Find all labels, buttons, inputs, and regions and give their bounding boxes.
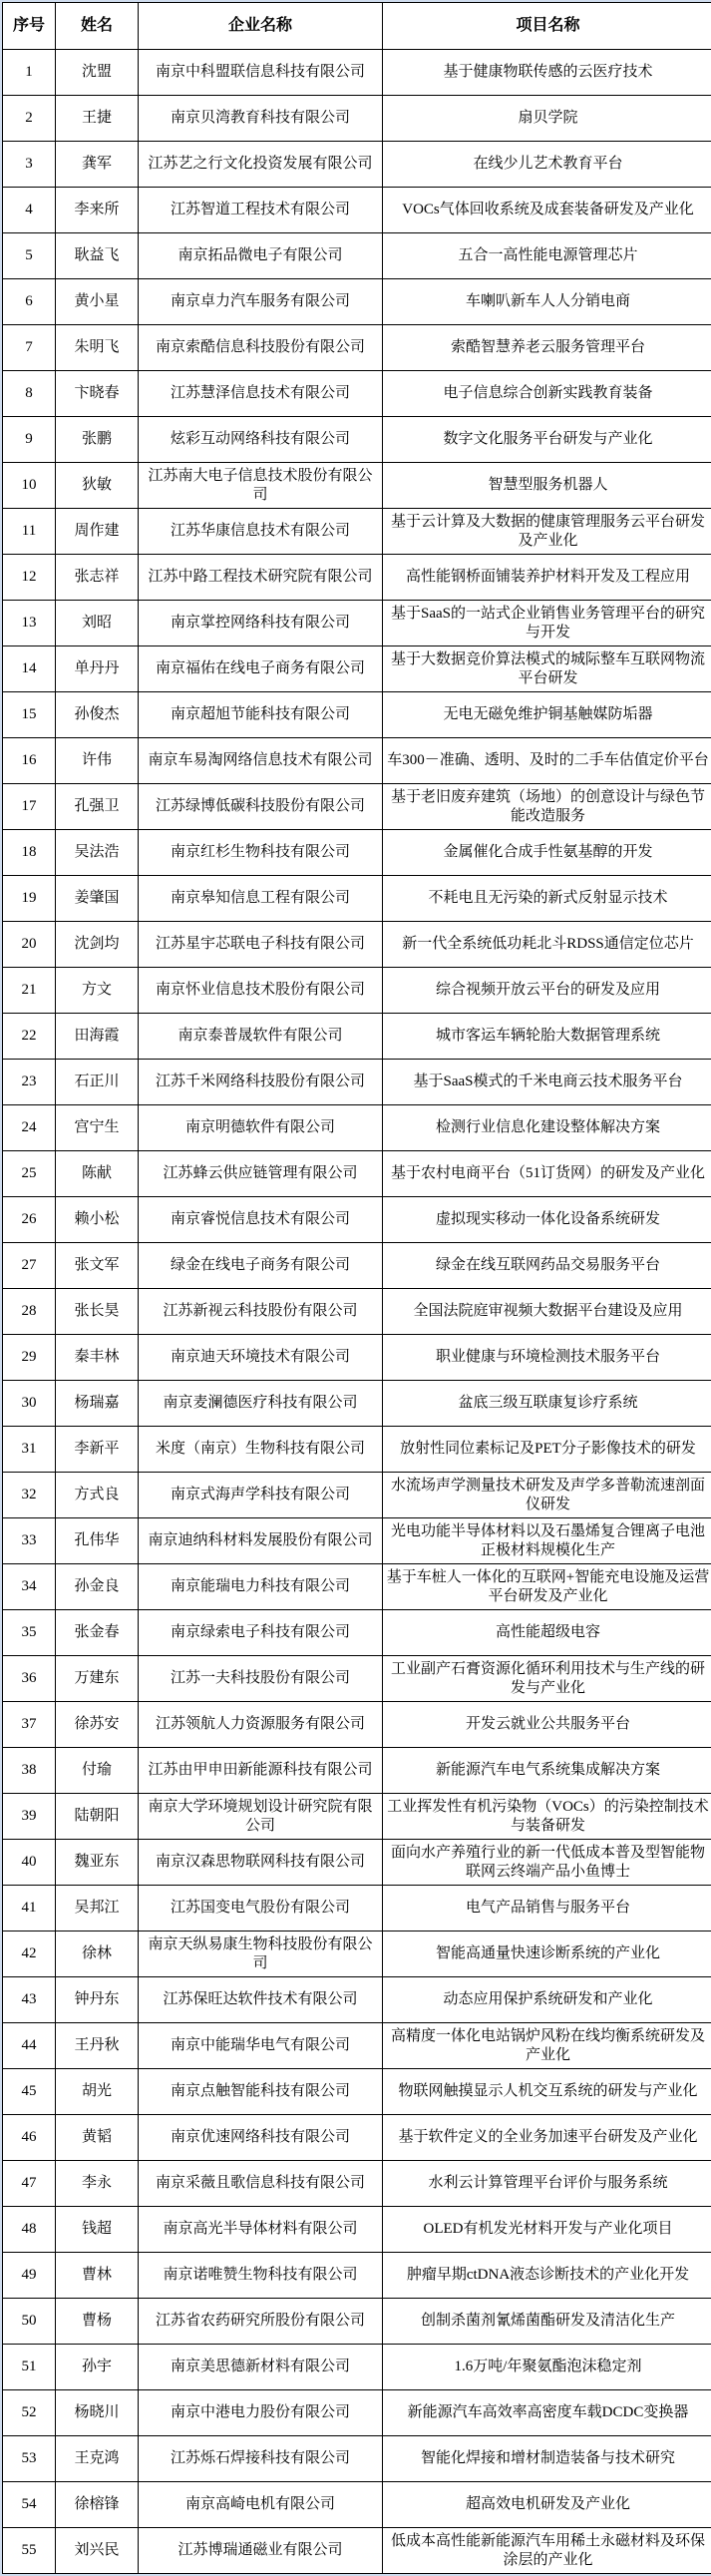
cell-name: 张鹏	[56, 417, 139, 463]
cell-name: 沈盟	[56, 50, 139, 96]
table-row	[3, 1977, 711, 2023]
cell-project: 高性能超级电容	[383, 1610, 711, 1656]
cell-company: 江苏艺之行文化投资发展有限公司	[139, 142, 383, 188]
cell-name: 杨瑞嘉	[56, 1381, 139, 1427]
cell-project: 放射性同位素标记及PET分子影像技术的研发	[383, 1427, 711, 1473]
cell-index: 10	[3, 463, 56, 509]
cell-company: 绿金在线电子商务有限公司	[139, 1243, 383, 1289]
cell-company: 南京贝湾教育科技有限公司	[139, 96, 383, 142]
cell-index: 52	[3, 2390, 56, 2436]
cell-index: 43	[3, 1977, 56, 2023]
table-row	[3, 1335, 711, 1381]
cell-index: 29	[3, 1335, 56, 1381]
table-row	[3, 2207, 711, 2253]
table-row	[3, 876, 711, 922]
cell-company: 南京拓品微电子有限公司	[139, 233, 383, 279]
table-row	[3, 830, 711, 876]
cell-index: 20	[3, 922, 56, 968]
cell-index: 26	[3, 1197, 56, 1243]
table-row	[3, 2436, 711, 2482]
cell-project: 光电功能半导体材料以及石墨烯复合锂离子电池正极材料规模化生产	[383, 1518, 711, 1564]
cell-project: 车300－准确、透明、及时的二手车估值定价平台	[383, 738, 711, 784]
table-row	[3, 2253, 711, 2299]
cell-project: OLED有机发光材料开发与产业化项目	[383, 2207, 711, 2253]
cell-name: 狄敏	[56, 463, 139, 509]
cell-name: 孙金良	[56, 1564, 139, 1610]
cell-name: 胡光	[56, 2069, 139, 2115]
table-row	[3, 2345, 711, 2390]
cell-index: 54	[3, 2482, 56, 2528]
cell-company: 南京能瑞电力科技有限公司	[139, 1564, 383, 1610]
cell-index: 34	[3, 1564, 56, 1610]
cell-name: 方式良	[56, 1473, 139, 1518]
cell-name: 李新平	[56, 1427, 139, 1473]
cell-index: 9	[3, 417, 56, 463]
table-row	[3, 1473, 711, 1518]
cell-company: 南京泰普晟软件有限公司	[139, 1014, 383, 1060]
cell-company: 江苏烁石焊接科技有限公司	[139, 2436, 383, 2482]
cell-name: 黄小星	[56, 279, 139, 325]
cell-index: 32	[3, 1473, 56, 1518]
cell-project: 全国法院庭审视频大数据平台建设及应用	[383, 1289, 711, 1335]
cell-name: 沈剑均	[56, 922, 139, 968]
cell-name: 李永	[56, 2161, 139, 2207]
cell-company: 江苏绿博低碳科技股份有限公司	[139, 784, 383, 830]
cell-index: 5	[3, 233, 56, 279]
cell-project: 基于SaaS模式的千米电商云技术服务平台	[383, 1060, 711, 1105]
cell-index: 12	[3, 555, 56, 601]
table-row	[3, 1243, 711, 1289]
cell-project: 肿瘤早期ctDNA液态诊断技术的产业化开发	[383, 2253, 711, 2299]
table-row	[3, 1197, 711, 1243]
cell-index: 33	[3, 1518, 56, 1564]
table-row	[3, 1289, 711, 1335]
cell-project: VOCs气体回收系统及成套装备研发及产业化	[383, 188, 711, 233]
cell-project: 盆底三级互联康复诊疗系统	[383, 1381, 711, 1427]
cell-project: 基于软件定义的全业务加速平台研发及产业化	[383, 2115, 711, 2161]
table-row	[3, 1748, 711, 1794]
cell-name: 石正川	[56, 1060, 139, 1105]
cell-company: 江苏国变电气股份有限公司	[139, 1886, 383, 1932]
cell-index: 24	[3, 1105, 56, 1151]
table-row	[3, 1840, 711, 1886]
table-row	[3, 1702, 711, 1748]
table-body	[3, 50, 711, 2574]
cell-company: 南京车易淘网络信息技术有限公司	[139, 738, 383, 784]
cell-company: 南京明德软件有限公司	[139, 1105, 383, 1151]
cell-index: 48	[3, 2207, 56, 2253]
cell-project: 基于健康物联传感的云医疗技术	[383, 50, 711, 96]
cell-company: 南京麦澜德医疗科技有限公司	[139, 1381, 383, 1427]
cell-company: 南京采薇且歌信息科技有限公司	[139, 2161, 383, 2207]
cell-company: 炫彩互动网络科技有限公司	[139, 417, 383, 463]
cell-index: 14	[3, 646, 56, 692]
cell-name: 张金春	[56, 1610, 139, 1656]
cell-company: 南京怀业信息技术股份有限公司	[139, 968, 383, 1014]
cell-project: 绿金在线互联网药品交易服务平台	[383, 1243, 711, 1289]
cell-project: 创制杀菌剂氰烯菌酯研发及清洁化生产	[383, 2299, 711, 2345]
table-row	[3, 1105, 711, 1151]
cell-project: 综合视频开放云平台的研发及应用	[383, 968, 711, 1014]
table-row	[3, 233, 711, 279]
cell-project: 高精度一体化电站锅炉风粉在线均衡系统研发及产业化	[383, 2023, 711, 2069]
cell-index: 6	[3, 279, 56, 325]
cell-project: 基于云计算及大数据的健康管理服务云平台研发及产业化	[383, 509, 711, 555]
cell-project: 基于农村电商平台（51订货网）的研发及产业化	[383, 1151, 711, 1197]
cell-index: 21	[3, 968, 56, 1014]
cell-company: 江苏千米网络科技股份有限公司	[139, 1060, 383, 1105]
cell-index: 55	[3, 2528, 56, 2574]
cell-name: 孙俊杰	[56, 692, 139, 738]
table-row	[3, 2023, 711, 2069]
cell-index: 4	[3, 188, 56, 233]
table-header	[3, 3, 711, 50]
cell-index: 2	[3, 96, 56, 142]
table-row	[3, 922, 711, 968]
cell-company: 南京汉森思物联网科技有限公司	[139, 1840, 383, 1886]
table-row	[3, 601, 711, 646]
cell-index: 46	[3, 2115, 56, 2161]
table-row	[3, 279, 711, 325]
table-row	[3, 1656, 711, 1702]
cell-project: 职业健康与环境检测技术服务平台	[383, 1335, 711, 1381]
cell-project: 基于SaaS的一站式企业销售业务管理平台的研究与开发	[383, 601, 711, 646]
cell-project: 城市客运车辆轮胎大数据管理系统	[383, 1014, 711, 1060]
cell-company: 南京福佑在线电子商务有限公司	[139, 646, 383, 692]
cell-project: 基于车桩人一体化的互联网+智能充电设施及运营平台研发及产业化	[383, 1564, 711, 1610]
column-header-project: 项目名称	[383, 3, 711, 50]
cell-company: 南京美思德新材料有限公司	[139, 2345, 383, 2390]
cell-project: 数字文化服务平台研发与产业化	[383, 417, 711, 463]
cell-project: 金属催化合成手性氨基醇的开发	[383, 830, 711, 876]
cell-name: 张长昊	[56, 1289, 139, 1335]
cell-project: 水利云计算管理平台评价与服务系统	[383, 2161, 711, 2207]
header-row	[3, 3, 711, 50]
cell-index: 45	[3, 2069, 56, 2115]
cell-name: 曹杨	[56, 2299, 139, 2345]
cell-name: 钟丹东	[56, 1977, 139, 2023]
cell-name: 徐榕锋	[56, 2482, 139, 2528]
table-row	[3, 50, 711, 96]
cell-project: 扇贝学院	[383, 96, 711, 142]
table-row	[3, 646, 711, 692]
cell-index: 22	[3, 1014, 56, 1060]
table-row	[3, 142, 711, 188]
table-row	[3, 738, 711, 784]
table-row	[3, 1564, 711, 1610]
cell-company: 南京超旭节能科技有限公司	[139, 692, 383, 738]
cell-index: 16	[3, 738, 56, 784]
cell-project: 开发云就业公共服务平台	[383, 1702, 711, 1748]
cell-index: 28	[3, 1289, 56, 1335]
cell-company: 江苏星宇芯联电子科技有限公司	[139, 922, 383, 968]
table-row	[3, 1518, 711, 1564]
cell-company: 南京卓力汽车服务有限公司	[139, 279, 383, 325]
cell-project: 在线少儿艺术教育平台	[383, 142, 711, 188]
cell-index: 13	[3, 601, 56, 646]
table-row	[3, 1886, 711, 1932]
cell-project: 五合一高性能电源管理芯片	[383, 233, 711, 279]
cell-index: 1	[3, 50, 56, 96]
cell-company: 江苏慧泽信息技术有限公司	[139, 371, 383, 417]
cell-index: 8	[3, 371, 56, 417]
cell-project: 基于老旧废弃建筑（场地）的创意设计与绿色节能改造服务	[383, 784, 711, 830]
cell-index: 36	[3, 1656, 56, 1702]
cell-project: 面向水产养殖行业的新一代低成本普及型智能物联网云终端产品小鱼博士	[383, 1840, 711, 1886]
cell-index: 37	[3, 1702, 56, 1748]
cell-company: 南京红杉生物科技有限公司	[139, 830, 383, 876]
cell-company: 江苏智道工程技术有限公司	[139, 188, 383, 233]
cell-company: 南京中港电力股份有限公司	[139, 2390, 383, 2436]
cell-project: 虚拟现实移动一体化设备系统研发	[383, 1197, 711, 1243]
cell-index: 30	[3, 1381, 56, 1427]
cell-index: 19	[3, 876, 56, 922]
table-row	[3, 1381, 711, 1427]
cell-index: 31	[3, 1427, 56, 1473]
cell-company: 江苏保旺达软件技术有限公司	[139, 1977, 383, 2023]
cell-project: 工业副产石膏资源化循环利用技术与生产线的研发与产业化	[383, 1656, 711, 1702]
cell-name: 张文军	[56, 1243, 139, 1289]
cell-name: 朱明飞	[56, 325, 139, 371]
table-row	[3, 1151, 711, 1197]
cell-index: 50	[3, 2299, 56, 2345]
applicants-table	[2, 2, 711, 2574]
cell-name: 张志祥	[56, 555, 139, 601]
cell-company: 南京迪纳科材料发展股份有限公司	[139, 1518, 383, 1564]
cell-name: 吴法浩	[56, 830, 139, 876]
cell-name: 许伟	[56, 738, 139, 784]
cell-company: 南京优速网络科技有限公司	[139, 2115, 383, 2161]
cell-index: 3	[3, 142, 56, 188]
table-row	[3, 2299, 711, 2345]
cell-name: 杨晓川	[56, 2390, 139, 2436]
cell-company: 江苏南大电子信息技术股份有限公司	[139, 463, 383, 509]
cell-name: 赖小松	[56, 1197, 139, 1243]
cell-index: 18	[3, 830, 56, 876]
cell-company: 南京大学环境规划设计研究院有限公司	[139, 1794, 383, 1840]
table-row	[3, 2161, 711, 2207]
cell-name: 单丹丹	[56, 646, 139, 692]
cell-project: 超高效电机研发及产业化	[383, 2482, 711, 2528]
cell-name: 李来所	[56, 188, 139, 233]
cell-name: 徐林	[56, 1932, 139, 1977]
cell-index: 11	[3, 509, 56, 555]
cell-name: 刘昭	[56, 601, 139, 646]
cell-name: 田海霞	[56, 1014, 139, 1060]
cell-project: 高性能钢桥面铺装养护材料开发及工程应用	[383, 555, 711, 601]
table-row	[3, 968, 711, 1014]
cell-name: 王捷	[56, 96, 139, 142]
cell-name: 刘兴民	[56, 2528, 139, 2574]
cell-name: 王克鸿	[56, 2436, 139, 2482]
table-row	[3, 1932, 711, 1977]
cell-company: 南京绿索电子科技有限公司	[139, 1610, 383, 1656]
cell-name: 黄韬	[56, 2115, 139, 2161]
cell-company: 南京高崎电机有限公司	[139, 2482, 383, 2528]
cell-index: 51	[3, 2345, 56, 2390]
column-header-name: 姓名	[56, 3, 139, 50]
cell-company: 南京掌控网络科技有限公司	[139, 601, 383, 646]
cell-project: 检测行业信息化建设整体解决方案	[383, 1105, 711, 1151]
cell-company: 江苏领航人力资源服务有限公司	[139, 1702, 383, 1748]
table-row	[3, 2482, 711, 2528]
table-row	[3, 2115, 711, 2161]
cell-name: 龚军	[56, 142, 139, 188]
cell-name: 付瑜	[56, 1748, 139, 1794]
cell-company: 米度（南京）生物科技有限公司	[139, 1427, 383, 1473]
cell-index: 53	[3, 2436, 56, 2482]
cell-index: 39	[3, 1794, 56, 1840]
cell-project: 索酷智慧养老云服务管理平台	[383, 325, 711, 371]
cell-index: 17	[3, 784, 56, 830]
table-row	[3, 784, 711, 830]
cell-name: 徐苏安	[56, 1702, 139, 1748]
column-header-index: 序号	[3, 3, 56, 50]
cell-company: 江苏华康信息技术有限公司	[139, 509, 383, 555]
cell-name: 姜肇国	[56, 876, 139, 922]
cell-index: 23	[3, 1060, 56, 1105]
cell-name: 钱超	[56, 2207, 139, 2253]
table-row	[3, 692, 711, 738]
cell-name: 陆朝阳	[56, 1794, 139, 1840]
cell-name: 孙宇	[56, 2345, 139, 2390]
cell-project: 水流场声学测量技术研发及声学多普勒流速剖面仪研发	[383, 1473, 711, 1518]
cell-project: 智能高通量快速诊断系统的产业化	[383, 1932, 711, 1977]
table-row	[3, 463, 711, 509]
cell-company: 南京中科盟联信息科技有限公司	[139, 50, 383, 96]
table-row	[3, 1610, 711, 1656]
cell-company: 江苏省农药研究所股份有限公司	[139, 2299, 383, 2345]
table-row	[3, 2069, 711, 2115]
table-row	[3, 2528, 711, 2574]
cell-project: 无电无磁免维护铜基触媒防垢器	[383, 692, 711, 738]
cell-company: 江苏蜂云供应链管理有限公司	[139, 1151, 383, 1197]
column-header-company: 企业名称	[139, 3, 383, 50]
table-row	[3, 325, 711, 371]
cell-project: 工业挥发性有机污染物（VOCs）的污染控制技术与装备研发	[383, 1794, 711, 1840]
cell-name: 王丹秋	[56, 2023, 139, 2069]
cell-company: 江苏博瑞通磁业有限公司	[139, 2528, 383, 2574]
table-row	[3, 188, 711, 233]
cell-project: 新能源汽车高效率高密度车载DCDC变换器	[383, 2390, 711, 2436]
cell-company: 南京式海声学科技有限公司	[139, 1473, 383, 1518]
table-row	[3, 1014, 711, 1060]
cell-index: 27	[3, 1243, 56, 1289]
table-row	[3, 1060, 711, 1105]
cell-company: 南京天纵易康生物科技股份有限公司	[139, 1932, 383, 1977]
cell-project: 智能化焊接和增材制造装备与技术研究	[383, 2436, 711, 2482]
table-row	[3, 555, 711, 601]
cell-name: 魏亚东	[56, 1840, 139, 1886]
cell-index: 47	[3, 2161, 56, 2207]
cell-company: 南京皋知信息工程有限公司	[139, 876, 383, 922]
cell-index: 49	[3, 2253, 56, 2299]
cell-project: 低成本高性能新能源汽车用稀土永磁材料及环保涂层的产业化	[383, 2528, 711, 2574]
cell-name: 吴邦江	[56, 1886, 139, 1932]
table-row	[3, 1794, 711, 1840]
table-row	[3, 417, 711, 463]
cell-index: 41	[3, 1886, 56, 1932]
cell-project: 1.6万吨/年聚氨酯泡沫稳定剂	[383, 2345, 711, 2390]
cell-company: 南京诺唯赞生物科技有限公司	[139, 2253, 383, 2299]
table-row	[3, 1427, 711, 1473]
cell-company: 南京迪天环境技术有限公司	[139, 1335, 383, 1381]
cell-name: 周作建	[56, 509, 139, 555]
cell-company: 南京点触智能科技有限公司	[139, 2069, 383, 2115]
cell-name: 卞晓春	[56, 371, 139, 417]
cell-name: 孔强卫	[56, 784, 139, 830]
table-row	[3, 2390, 711, 2436]
cell-name: 秦丰林	[56, 1335, 139, 1381]
cell-project: 新一代全系统低功耗北斗RDSS通信定位芯片	[383, 922, 711, 968]
cell-project: 电气产品销售与服务平台	[383, 1886, 711, 1932]
cell-name: 万建东	[56, 1656, 139, 1702]
cell-company: 南京中能瑞华电气有限公司	[139, 2023, 383, 2069]
table-row	[3, 371, 711, 417]
cell-name: 宫宁生	[56, 1105, 139, 1151]
cell-project: 物联网触摸显示人机交互系统的研发与产业化	[383, 2069, 711, 2115]
cell-company: 江苏中路工程技术研究院有限公司	[139, 555, 383, 601]
cell-index: 35	[3, 1610, 56, 1656]
table-row	[3, 509, 711, 555]
cell-index: 42	[3, 1932, 56, 1977]
cell-project: 新能源汽车电气系统集成解决方案	[383, 1748, 711, 1794]
cell-project: 基于大数据竞价算法模式的城际整车互联网物流平台研发	[383, 646, 711, 692]
cell-company: 江苏新视云科技股份有限公司	[139, 1289, 383, 1335]
cell-index: 15	[3, 692, 56, 738]
cell-company: 南京睿悦信息技术有限公司	[139, 1197, 383, 1243]
cell-company: 江苏由甲申田新能源科技有限公司	[139, 1748, 383, 1794]
cell-company: 江苏一夫科技股份有限公司	[139, 1656, 383, 1702]
cell-name: 方文	[56, 968, 139, 1014]
cell-index: 7	[3, 325, 56, 371]
cell-name: 曹林	[56, 2253, 139, 2299]
cell-name: 孔伟华	[56, 1518, 139, 1564]
cell-index: 40	[3, 1840, 56, 1886]
cell-project: 车喇叭新车人人分销电商	[383, 279, 711, 325]
cell-project: 不耗电且无污染的新式反射显示技术	[383, 876, 711, 922]
cell-index: 38	[3, 1748, 56, 1794]
cell-company: 南京索酷信息科技股份有限公司	[139, 325, 383, 371]
cell-name: 陈献	[56, 1151, 139, 1197]
cell-project: 电子信息综合创新实践教育装备	[383, 371, 711, 417]
cell-company: 南京高光半导体材料有限公司	[139, 2207, 383, 2253]
cell-project: 动态应用保护系统研发和产业化	[383, 1977, 711, 2023]
table-row	[3, 96, 711, 142]
cell-project: 智慧型服务机器人	[383, 463, 711, 509]
cell-index: 25	[3, 1151, 56, 1197]
cell-index: 44	[3, 2023, 56, 2069]
cell-name: 耿益飞	[56, 233, 139, 279]
